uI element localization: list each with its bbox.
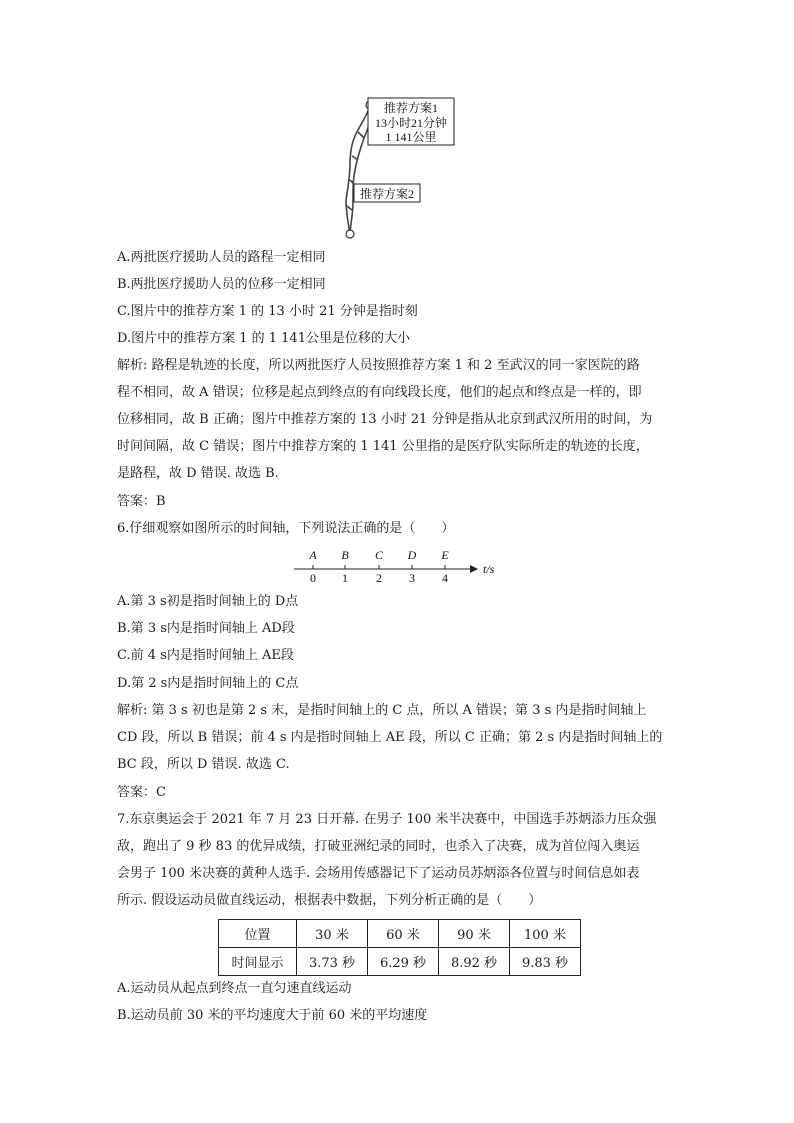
table-cell: 60 米 bbox=[368, 920, 439, 948]
timeline-letter: B bbox=[341, 548, 349, 562]
table-cell: 3.73 秒 bbox=[297, 948, 368, 976]
plan2-title: 推荐方案2 bbox=[359, 187, 415, 201]
q7-stem-line: 7.东京奥运会于 2021 年 7 月 23 日开幕. 在男子 100 米半决赛中，中国选手苏炳添力压众强 bbox=[117, 812, 657, 827]
timeline-number: 2 bbox=[376, 571, 382, 585]
q5-answer: 答案：B bbox=[117, 494, 166, 509]
q5-analysis-line: 解析: 路程是轨迹的长度，所以两批医疗人员按照推荐方案 1 和 2 至武汉的同一家医院的路 bbox=[117, 358, 640, 373]
timeline-number: 3 bbox=[409, 571, 415, 585]
plan1-title: 推荐方案1 bbox=[383, 101, 439, 115]
timeline-letter: C bbox=[374, 548, 384, 562]
q6-analysis-line: 解析: 第 3 s 初也是第 2 s 末，是指时间轴上的 C 点，所以 A 错误；第 3 s 内是指时间轴上 bbox=[117, 703, 647, 718]
q6-option-c: C.前 4 s内是指时间轴上 AE段 bbox=[117, 648, 294, 663]
timeline-letter: D bbox=[407, 548, 417, 562]
q7-option-a: A.运动员从起点到终点一直匀速直线运动 bbox=[117, 981, 352, 996]
end-marker-icon bbox=[346, 230, 354, 238]
timeline-ticks bbox=[313, 565, 445, 569]
timeline-figure bbox=[290, 548, 510, 588]
timeline-letter: A bbox=[309, 548, 317, 562]
q6-analysis-line: BC 段，所以 D 错误. 故选 C. bbox=[117, 757, 290, 772]
timeline-arrow-icon bbox=[470, 565, 478, 573]
q5-analysis-line: 是路程，故 D 错误. 故选 B. bbox=[117, 466, 279, 481]
table-cell: 90 米 bbox=[439, 920, 510, 948]
table-row bbox=[219, 948, 581, 976]
timeline-unit: t/s bbox=[483, 562, 495, 576]
q6-analysis-line: CD 段，所以 B 错误；前 4 s 内是指时间轴上 AE 段，所以 C 正确；第 2 s 内是指时间轴上的 bbox=[117, 730, 663, 745]
table-cell: 位置 bbox=[219, 920, 297, 948]
table-cell: 时间显示 bbox=[219, 948, 297, 976]
q5-option-d: D.图片中的推荐方案 1 的 1 141公里是位移的大小 bbox=[117, 331, 410, 346]
q5-analysis-line: 程不相同，故 A 错误；位移是起点到终点的有向线段长度，他们的起点和终点是一样的，即 bbox=[117, 385, 642, 400]
q5-option-c: C.图片中的推荐方案 1 的 13 小时 21 分钟是指时刻 bbox=[117, 304, 418, 319]
table-cell: 30 米 bbox=[297, 920, 368, 948]
q6-option-a: A.第 3 s初是指时间轴上的 D点 bbox=[117, 594, 299, 609]
q6-answer: 答案：C bbox=[117, 785, 166, 800]
timeline-letter: E bbox=[441, 548, 449, 562]
route-map-figure bbox=[338, 96, 458, 242]
table-row bbox=[219, 920, 581, 948]
q5-analysis-line: 时间间隔，故 C 错误；图片中推荐方案的 1 141 公里指的是医疗队实际所走的轨迹的长度， bbox=[117, 439, 649, 454]
table-cell: 8.92 秒 bbox=[439, 948, 510, 976]
timeline-number: 0 bbox=[310, 571, 316, 585]
q7-stem-line: 敌，跑出了 9 秒 83 的优异成绩，打破亚洲纪录的同时，也杀入了决赛，成为首位闯入奥运 bbox=[117, 839, 640, 854]
q5-option-b: B.两批医疗援助人员的位移一定相同 bbox=[117, 277, 326, 292]
q6-stem: 6.仔细观察如图所示的时间轴，下列说法正确的是（ ） bbox=[117, 521, 455, 536]
q5-option-a: A.两批医疗援助人员的路程一定相同 bbox=[117, 250, 326, 265]
plan1-time: 13小时21分钟 bbox=[374, 116, 448, 130]
q5-analysis-line: 位移相同，故 B 正确；图片中推荐方案的 13 小时 21 分钟是指从北京到武汉所用的时间，为 bbox=[117, 412, 653, 427]
timeline-number: 4 bbox=[442, 571, 448, 585]
q7-stem-line: 所示. 假设运动员做直线运动，根据表中数据，下列分析正确的是（ ） bbox=[117, 893, 542, 908]
plan1-distance: 1 141公里 bbox=[385, 130, 437, 144]
table-cell: 9.83 秒 bbox=[510, 948, 581, 976]
q7-option-b: B.运动员前 30 米的平均速度大于前 60 米的平均速度 bbox=[117, 1008, 428, 1023]
table-cell: 100 米 bbox=[510, 920, 581, 948]
table-cell: 6.29 秒 bbox=[368, 948, 439, 976]
q7-stem-line: 会男子 100 米决赛的黄种人选手. 会场用传感器记下了运动员苏炳添各位置与时间信息如表 bbox=[117, 866, 640, 881]
position-time-table bbox=[218, 919, 581, 976]
q6-option-d: D.第 2 s内是指时间轴上的 C点 bbox=[117, 676, 299, 691]
q6-option-b: B.第 3 s内是指时间轴上 AD段 bbox=[117, 621, 295, 636]
timeline-number: 1 bbox=[342, 571, 348, 585]
